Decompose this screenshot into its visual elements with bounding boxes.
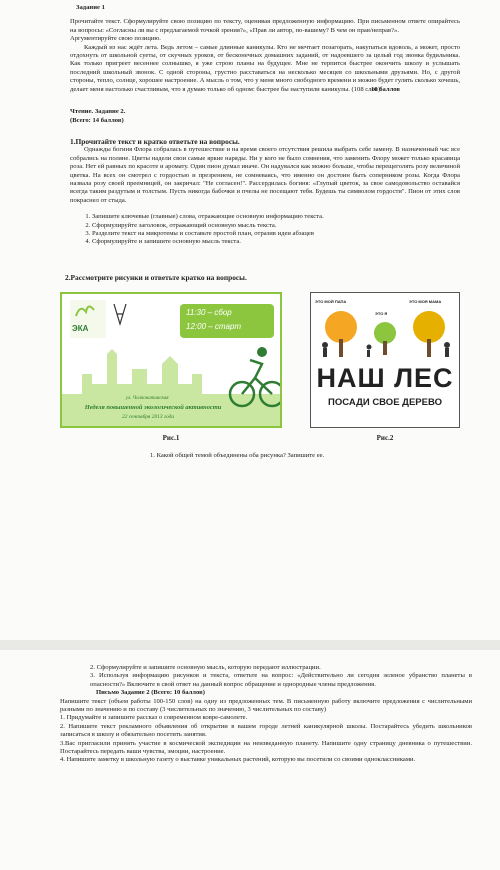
event-date: 22 сентября 2013 года [122,413,175,420]
letter-instruction: Напишите текст (объем работы 100-150 слов) на одну из предложенных тем. В письменную работу включите предложения с числительными разными по значению и по составу (3 числительных по значению, 3 числительных по составу) [60,697,472,714]
list-item: 4. Сформулируйте и запишите основную мысль текста. [92,238,460,246]
poster-image-1 [60,292,282,428]
task1-score: 10 баллов [371,86,400,94]
task1-argue: Аргументируйте свою позицию. [70,35,161,43]
poster-image-2 [310,292,460,428]
topic-item: 2. Напишите текст рекламного объявления об открытии в вашем городе летней каникулярной школы. Постарайтесь убедить школьников записаться в школу и обязательно посетить занятия. [60,722,472,739]
label-dad: ЭТО МОЙ ПАПА [315,298,347,304]
label-mom: ЭТО МОЯ МАМА [409,298,442,304]
venue-text: ул. Чолпонатинская [126,395,169,401]
q2-title: 2.Рассмотрите рисунки и ответьте кратко на вопросы. [65,272,247,282]
picture-question: 1. Какой общей темой объединены оба рисунка? Запишите ее. [150,451,325,459]
page-2 [0,650,500,870]
figure-1 [60,292,282,442]
task2-total: (Всего: 14 баллов) [70,116,124,124]
list-item: 1. Запишите ключевые (главные) слова, отражающие основную информацию текста. [92,213,460,221]
q1-title: 1.Прочитайте текст и кратко ответьте на вопросы. [70,137,240,147]
poster-headline: НАШ ЛЕС [316,362,454,393]
task1-instruction: Прочитайте текст. Сформулируйте свою позицию по тексту, оценивая предложенную информацию. При письменном ответе опирайтесь на вопросы: «Согласны ли вы с предлагаемой точкой зрения?», «Прав ли автор, по-вашему? В чем он прав/неправ?». [70,18,460,34]
logo-word: ЭКА [72,323,89,333]
time-race: 12:00 – старт [186,321,242,331]
task1-text: Каждый из нас ждёт лета. Ведь летом – самые длинные каникулы. Кто не мечтает позагорать, накупаться вдоволь, а может, просто отдохнуть от школьной суеты, от скучных уроков, от бесконечных домашних заданий, от надоевшего за целый год звонка будильника. Как только пригреет весеннее солнышко, я уже строю планы на будущее. Мне не терпится быстрее окончить школу и услышать последний школьный звонок. С одной стороны, грустно расставаться на несколько месяцев со школьными друзьями. Но, с другой стороны, тепло, солнце, хорошее настроение. А мысль о том, что у меня много свободного времени и можно будет гулять сколько хочешь, делает меня настолько счастливым, что я думаю только об одном: быстрее бы наступили каникулы. (108 слов) [70,43,460,93]
topic-item: 1. Придумайте и запишите рассказ о современном ковре-самолете. [60,714,248,722]
flora-text: Однажды богиня Флора собралась в путешествие и на время своего отсутствия решила выбрать себе замену. В назначенный час все собрались на поляне. Цветы надели свои самые яркие наряды. Ни у кого не было сомнения, что заменить Флору может только красавица роза. Нет ей равных по красоте и аромату. Один пион думал иначе. Он надувался как можно больше, чтобы перещеголять розу величиной цветка. На всех он смотрел с гордостью и презрением, не сомневаясь, что именно он достоин быть соперником розы. Когда Флора назвала розу своей преемницей, он закричал: "Не согласен!". Рассердилась богиня: «Глупый цветок, за свое самодовольство оставайся всегда таким раздутым и толстым. Пусть никогда бабочки и пчелы не посещают тебя. Будешь ты символом гордости". Пион от этих слов покраснел от стыда. [70,146,460,204]
poster-subline: ПОСАДИ СВОЕ ДЕРЕВО [328,396,442,408]
label-me: ЭТО Я [375,310,388,316]
time-start: 11:30 – сбор [186,307,232,317]
question-3: 3. Используя информацию рисунков и текста, ответьте на вопрос: «Действительно ли сегодня зеленое убранство планеты в опасности?» Включите в свой ответ на данный вопрос обращение и однородные члены предложения. [90,672,472,688]
list-item: 3. Разделите текст на микротемы и составьте простой план, отразив идеи абзацев [92,230,460,238]
q1-list [70,213,460,247]
caption-2: Рис.2 [376,433,394,442]
event-text: Неделя повышенной экологической активности [84,403,222,411]
pictures-row [60,292,460,442]
topic-item: 4. Напишите заметку в школьную газету о выставке уникальных растений, которую вы посетили со своими одноклассниками. [60,756,416,764]
list-item: 2. Сформулируйте заголовок, отражающий основную мысль текста. [92,222,460,230]
task2-title: Чтение. Задание 2. [70,108,126,116]
topic-item: 3.Вас пригласили принять участие в космической экспедиции на неизведанную планету. Напишите одну страницу дневника о путешествии. Постарайтесь передать ваши чувства, эмоции, настроение. [60,739,472,756]
question-2: 2. Сформулируйте и запишите основную мысль, которую передают иллюстрации. [90,664,321,671]
letter-title: Письмо Задание 2 (Всего: 10 баллов) [96,689,205,697]
task1-title: Задание 1 [76,4,105,11]
figure-2 [310,292,460,442]
caption-1: Рис.1 [162,433,180,442]
